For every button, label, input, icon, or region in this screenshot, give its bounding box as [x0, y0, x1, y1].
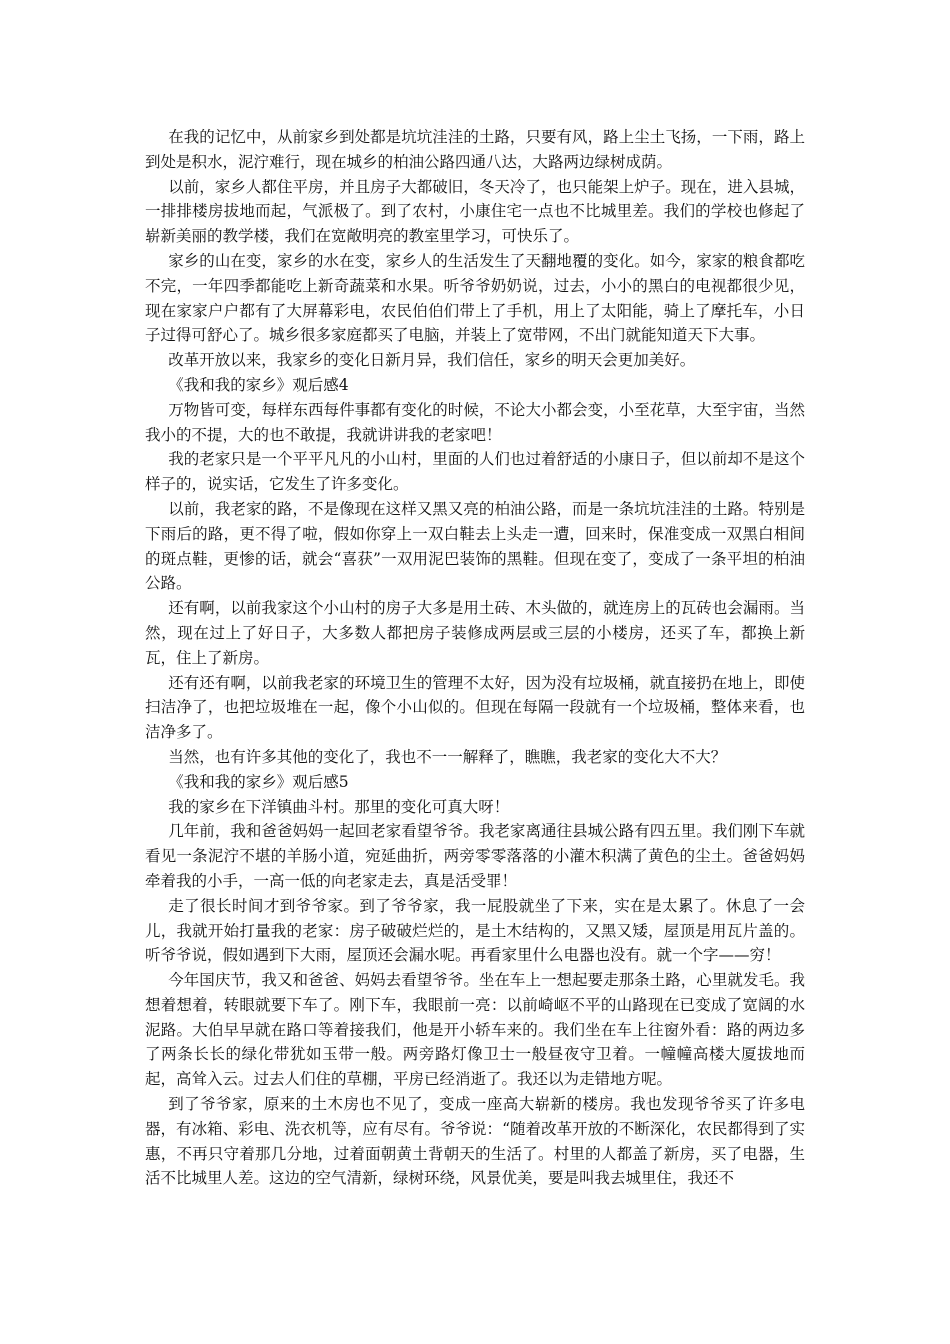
paragraph: 我的老家只是一个平平凡凡的小山村，里面的人们也过着舒适的小康日子，但以前却不是这个样子的，说实话，它发生了许多变化。 [145, 450, 805, 494]
paragraph: 走了很长时间才到爷爷家。到了爷爷家，我一屁股就坐了下来，实在是太累了。休息了一会儿，我就开始打量我的老家：房子破破烂烂的，是土木结构的，又黑又矮，屋顶是用瓦片盖的。听爷爷说，假如遇到下大雨，屋顶还会漏水呢。再看家里什么电器也没有。就一个字——穷！ [145, 896, 805, 965]
paragraph: 还有还有啊，以前我老家的环境卫生的管理不太好，因为没有垃圾桶，就直接扔在地上，即使扫洁净了，也把垃圾堆在一起，像个小山似的。但现在每隔一段就有一个垃圾桶，整体来看，也洁净多了。 [145, 673, 805, 742]
section-heading: 《我和我的家乡》观后感4 [168, 375, 349, 394]
paragraph: 今年国庆节，我又和爸爸、妈妈去看望爷爷。坐在车上一想起要走那条土路，心里就发毛。我想着想着，转眼就要下车了。刚下车，我眼前一亮：以前崎岖不平的山路现在已变成了宽阔的水泥路。大伯早早就在路口等着接我们，他是开小轿车来的。我们坐在车上往窗外看：路的两边多了两条长长的绿化带犹如玉带一般。两旁路灯像卫士一般昼夜守卫着。一幢幢高楼大厦拔地而起，高耸入云。过去人们住的草棚，平房已经消逝了。我还以为走错地方呢。 [145, 971, 805, 1089]
paragraph: 以前，我老家的路，不是像现在这样又黑又亮的柏油公路，而是一条坑坑洼洼的土路。特别是下雨后的路，更不得了啦，假如你穿上一双白鞋去上头走一遭，回来时，保准变成一双黑白相间的斑点鞋，更惨的话，就会“喜获”一双用泥巴装饰的黑鞋。但现在变了，变成了一条平坦的柏油公路。 [145, 499, 805, 593]
paragraph: 在我的记忆中，从前家乡到处都是坑坑洼洼的土路，只要有风，路上尘土飞扬，一下雨，路上到处是积水，泥泞难行，现在城乡的柏油公路四通八达，大路两边绿树成荫。 [145, 128, 805, 171]
paragraph: 几年前，我和爸爸妈妈一起回老家看望爷爷。我老家离通往县城公路有四五里。我们刚下车就看见一条泥泞不堪的羊肠小道，宛延曲折，两旁零零落落的小灌木积满了黄色的尘土。爸爸妈妈牵着我的小手，一高一低的向老家走去，真是活受罪！ [145, 822, 805, 890]
paragraph: 以前，家乡人都住平房，并且房子大都破旧，冬天冷了，也只能架上炉子。现在，进入县城，一排排楼房拔地而起，气派极了。到了农村，小康住宅一点也不比城里差。我们的学校也修起了崭新美丽的教学楼，我们在宽敞明亮的教室里学习，可快乐了。 [145, 177, 805, 246]
section-heading: 《我和我的家乡》观后感5 [168, 772, 349, 791]
paragraph: 万物皆可变，每样东西每件事都有变化的时候，不论大小都会变，小至花草，大至宇宙，当然我小的不提，大的也不敢提，我就讲讲我的老家吧！ [145, 400, 805, 444]
paragraph: 到了爷爷家，原来的土木房也不见了，变成一座高大崭新的楼房。我也发现爷爷买了许多电器，有冰箱、彩电、洗衣机等，应有尽有。爷爷说：“随着改革开放的不断深化，农民都得到了实惠，不再只守着那几分地，过着面朝黄土背朝天的生活了。村里的人都盖了新房，买了电器，生活不比城里人差。这边的空气清新，绿树环绕，风景优美，要是叫我去城里住，我还不 [145, 1095, 805, 1188]
paragraph: 家乡的山在变，家乡的水在变，家乡人的生活发生了天翻地覆的变化。如今，家家的粮食都吃不完，一年四季都能吃上新奇蔬菜和水果。听爷爷奶奶说，过去，小小的黑白的电视都很少见，现在家家户户都有了大屏幕彩电，农民伯伯们带上了手机，用上了太阳能，骑上了摩托车，小日子过得可舒心了。城乡很多家庭都买了电脑，并装上了宽带网，不出门就能知道天下大事。 [145, 251, 805, 345]
paragraph: 我的家乡在下洋镇曲斗村。那里的变化可真大呀！ [168, 797, 510, 816]
document-body [145, 125, 805, 1191]
paragraph: 还有啊，以前我家这个小山村的房子大多是用土砖、木头做的，就连房上的瓦砖也会漏雨。当然，现在过上了好日子，大多数人都把房子装修成两层或三层的小楼房，还买了车，都换上新瓦，住上了新房。 [145, 599, 805, 667]
paragraph: 改革开放以来，我家乡的变化日新月异，我们信任，家乡的明天会更加美好。 [168, 351, 696, 370]
paragraph: 当然，也有许多其他的变化了，我也不一一解释了，瞧瞧，我老家的变化大不大？ [168, 747, 727, 766]
